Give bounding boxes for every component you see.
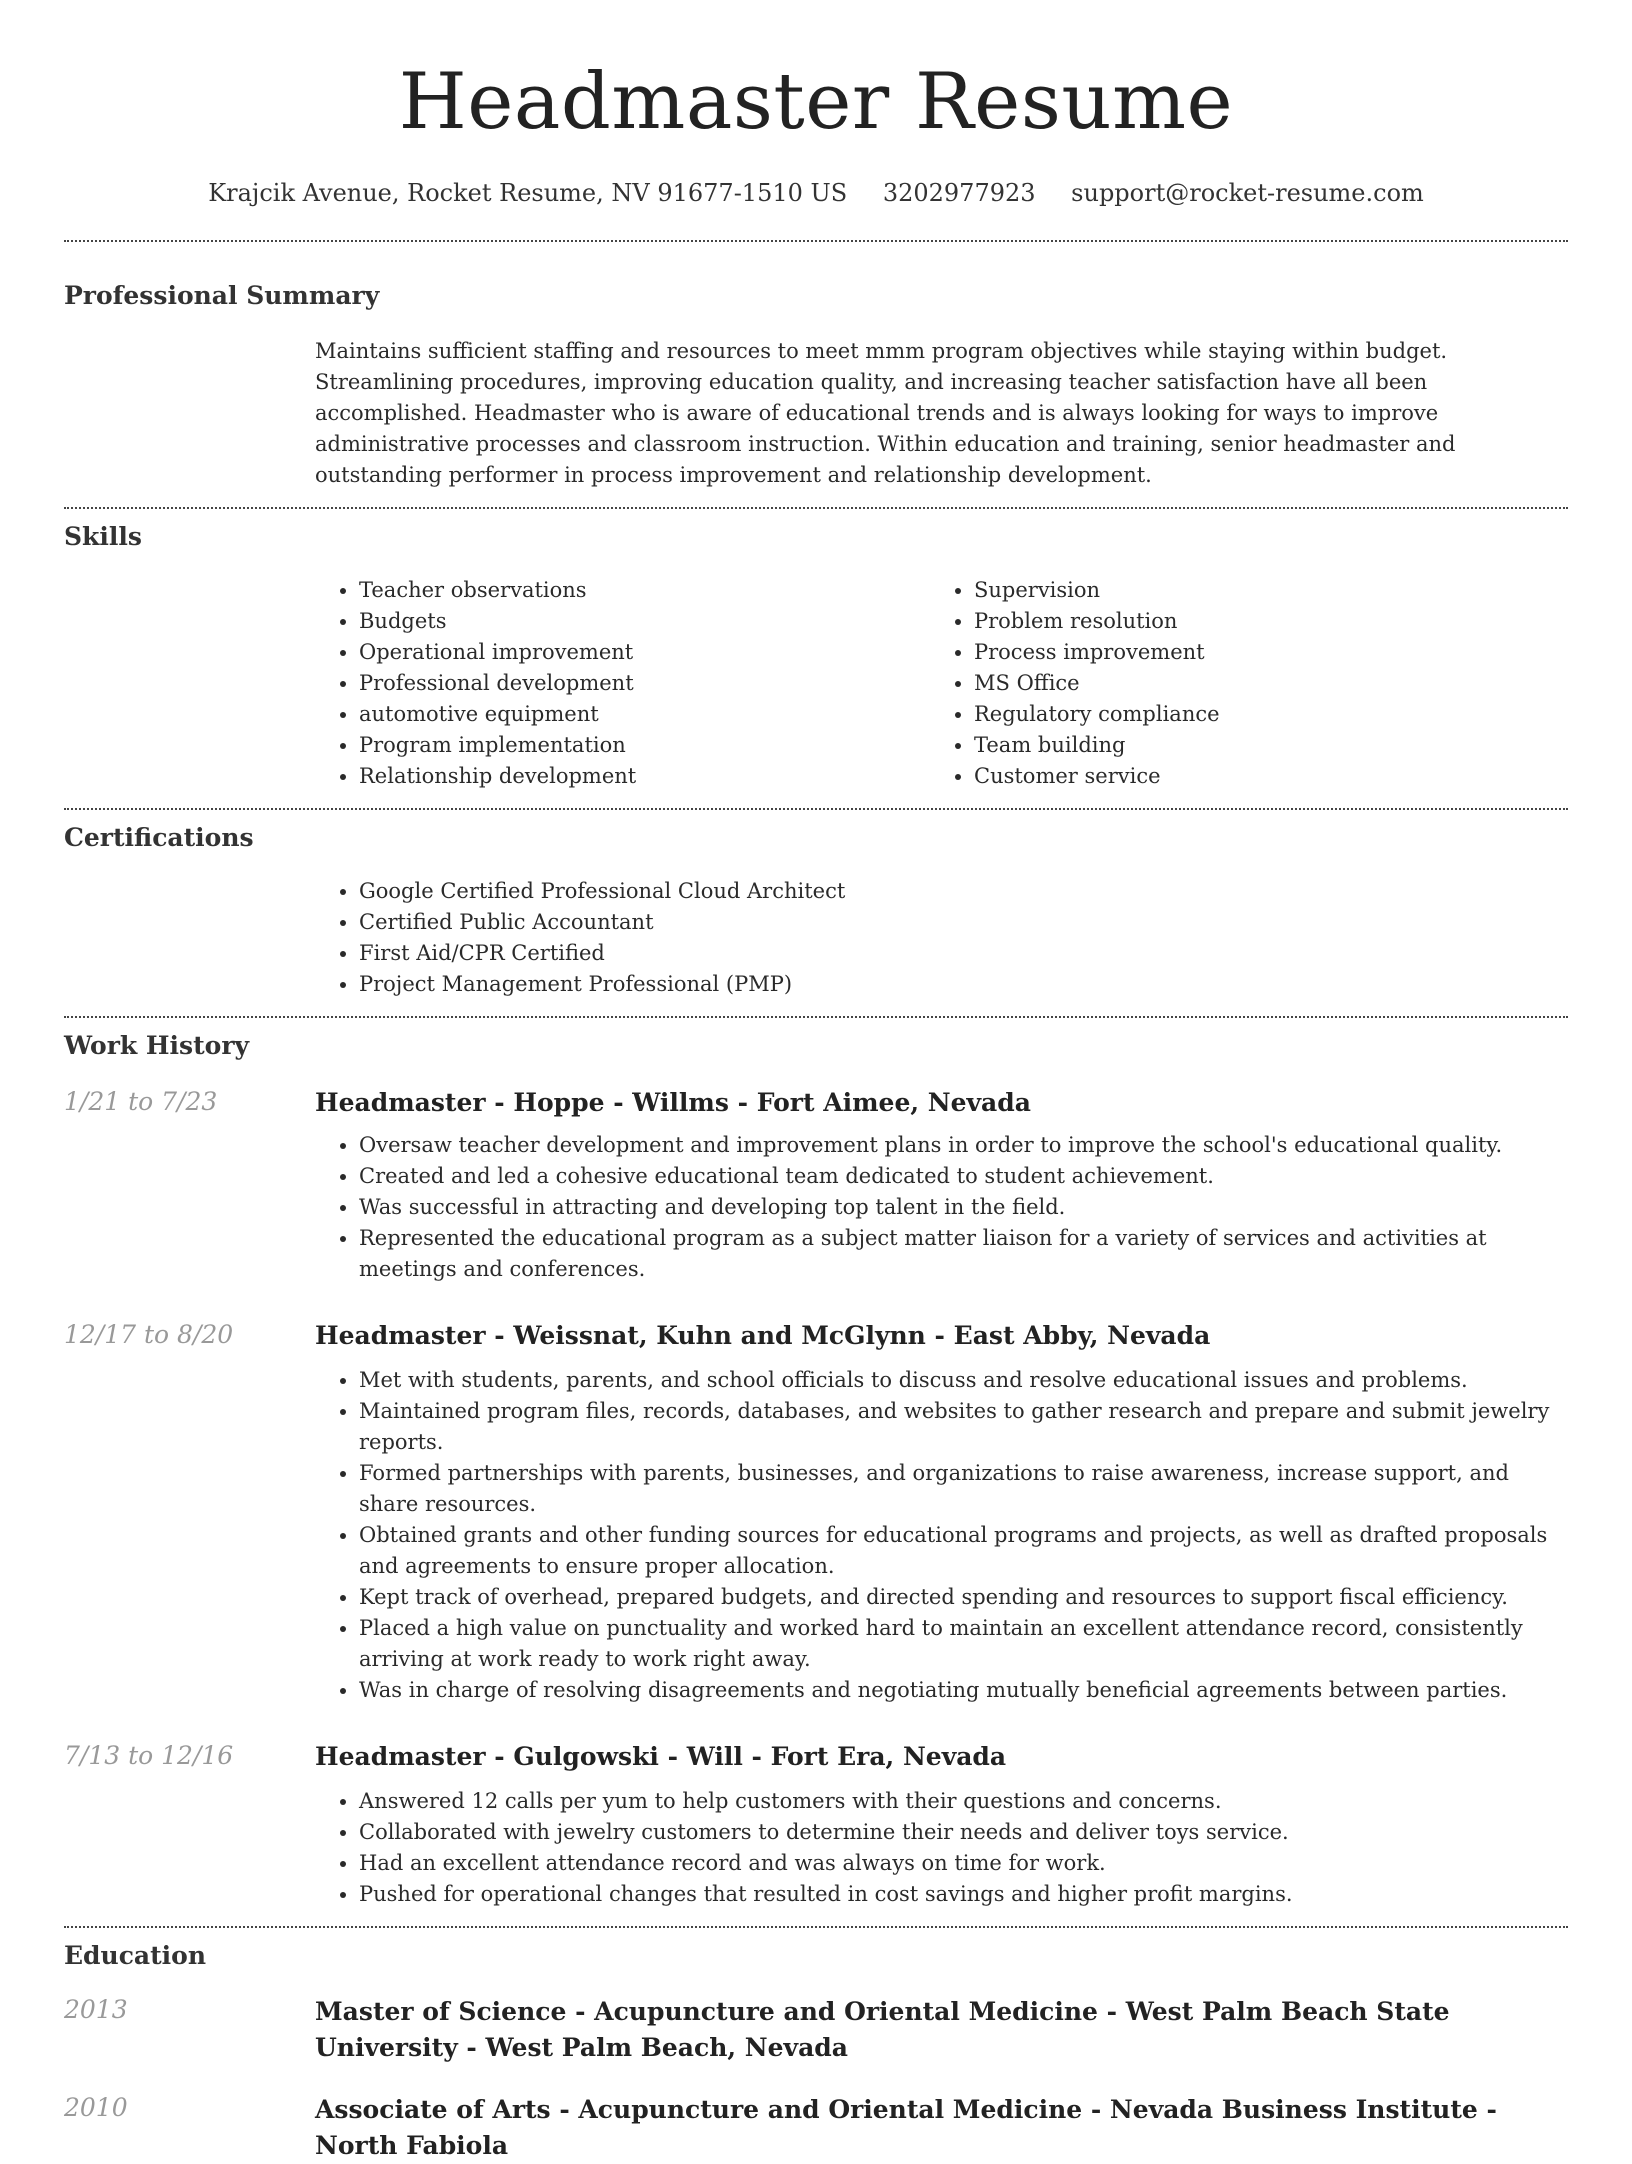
contact-email: support@rocket-resume.com (1071, 179, 1424, 207)
skill-item: • Regulatory compliance (974, 699, 1545, 730)
job-bullet: • Formed partnerships with parents, businesses, and organizations to raise awareness, increase support, and share resources. (359, 1458, 1568, 1520)
skill-item: • Program implementation (359, 730, 930, 761)
skill-item: • Professional development (359, 668, 930, 699)
job-bullet: • Obtained grants and other funding sources for educational programs and projects, as well as drafted proposals and agreements to ensure proper allocation. (359, 1520, 1568, 1582)
job-bullet: • Collaborated with jewelry customers to determine their needs and deliver toys service. (359, 1817, 1568, 1848)
certification-item: • Google Certified Professional Cloud Architect (359, 876, 1568, 907)
job-entry (64, 1740, 1568, 1910)
skills-section (64, 509, 1568, 808)
skill-item: • Problem resolution (974, 606, 1545, 637)
summary-section (64, 242, 1568, 507)
skill-item: • Relationship development (359, 761, 930, 792)
skill-item: • automotive equipment (359, 699, 930, 730)
certifications-heading: Certifications (64, 823, 254, 852)
job-title: Headmaster - Hoppe - Willms - Fort Aimee, Nevada (315, 1088, 1031, 1117)
job-entry (64, 1086, 1568, 1285)
contact-line (64, 178, 1568, 208)
job-title: Headmaster - Gulgowski - Will - Fort Era, Nevada (315, 1742, 1007, 1771)
contact-address: Krajcik Avenue, Rocket Resume, NV 91677-1510 US (208, 179, 848, 207)
summary-heading: Professional Summary (64, 281, 380, 310)
skill-item: • Process improvement (974, 637, 1545, 668)
job-bullet: • Maintained program files, records, databases, and websites to gather research and prepare and submit jewelry reports. (359, 1396, 1568, 1458)
job-bullet: • Pushed for operational changes that resulted in cost savings and higher profit margins. (359, 1879, 1568, 1910)
page-title: Headmaster Resume (398, 57, 1234, 147)
job-bullet: • Was in charge of resolving disagreements and negotiating mutually beneficial agreements between parties. (359, 1675, 1568, 1706)
job-dates: 12/17 to 8/20 (64, 1320, 234, 1349)
job-dates: 1/21 to 7/23 (64, 1087, 218, 1116)
education-entry (64, 1994, 1568, 2066)
certifications-section (64, 810, 1568, 1016)
job-bullet: • Kept track of overhead, prepared budgets, and directed spending and resources to support fiscal efficiency. (359, 1582, 1568, 1613)
job-bullet: • Answered 12 calls per yum to help customers with their questions and concerns. (359, 1786, 1568, 1817)
job-bullet: • Represented the educational program as a subject matter liaison for a variety of services and activities at meetings and conferences. (359, 1223, 1568, 1285)
education-year: 2013 (64, 1995, 128, 2024)
education-heading: Education (64, 1941, 207, 1970)
work-history-section (64, 1018, 1568, 1926)
work-history-heading: Work History (64, 1031, 250, 1060)
contact-phone: 3202977923 (882, 179, 1036, 207)
skill-item: • Operational improvement (359, 637, 930, 668)
certification-item: • First Aid/CPR Certified (359, 938, 1568, 969)
education-section (64, 1928, 1568, 2164)
education-year: 2010 (64, 2093, 128, 2122)
skills-list-right (930, 575, 1545, 792)
job-title: Headmaster - Weissnat, Kuhn and McGlynn - East Abby, Nevada (315, 1321, 1211, 1350)
education-entry (64, 2092, 1568, 2164)
skill-item: • Budgets (359, 606, 930, 637)
job-bullet: • Had an excellent attendance record and was always on time for work. (359, 1848, 1568, 1879)
education-title: Associate of Arts - Acupuncture and Oriental Medicine - Nevada Business Institute - North Fabiola (315, 2095, 1497, 2160)
job-bullet: • Placed a high value on punctuality and worked hard to maintain an excellent attendance record, consistently arriving at work ready to work right away. (359, 1613, 1568, 1675)
job-bullets (315, 1130, 1568, 1285)
job-bullets (315, 1786, 1568, 1910)
certifications-list (315, 876, 1568, 1000)
skills-list-left (315, 575, 930, 792)
skill-item: • Customer service (974, 761, 1545, 792)
skill-item: • Teacher observations (359, 575, 930, 606)
job-bullet: • Met with students, parents, and school officials to discuss and resolve educational issues and problems. (359, 1365, 1568, 1396)
skill-item: • Supervision (974, 575, 1545, 606)
summary-text: Maintains sufficient staffing and resources to meet mmm program objectives while staying within budget. Streamlining procedures, improving education quality, and increasing teacher satisfaction have all been accomplished. Headmaster who is aware of educational trends and is always looking for ways to improve administrative processes and classroom instruction. Within education and training, senior headmaster and outstanding performer in process improvement and relationship development. (315, 339, 1456, 487)
job-bullet: • Oversaw teacher development and improvement plans in order to improve the school's educational quality. (359, 1130, 1568, 1161)
skills-heading: Skills (64, 522, 142, 551)
certification-item: • Project Management Professional (PMP) (359, 969, 1568, 1000)
certification-item: • Certified Public Accountant (359, 907, 1568, 938)
job-bullet: • Created and led a cohesive educational team dedicated to student achievement. (359, 1161, 1568, 1192)
job-entry (64, 1319, 1568, 1706)
job-bullet: • Was successful in attracting and developing top talent in the field. (359, 1192, 1568, 1223)
education-title: Master of Science - Acupuncture and Oriental Medicine - West Palm Beach State University - West Palm Beach, Nevada (315, 1997, 1450, 2062)
job-bullets (315, 1365, 1568, 1706)
skill-item: • MS Office (974, 668, 1545, 699)
job-dates: 7/13 to 12/16 (64, 1741, 234, 1770)
skill-item: • Team building (974, 730, 1545, 761)
